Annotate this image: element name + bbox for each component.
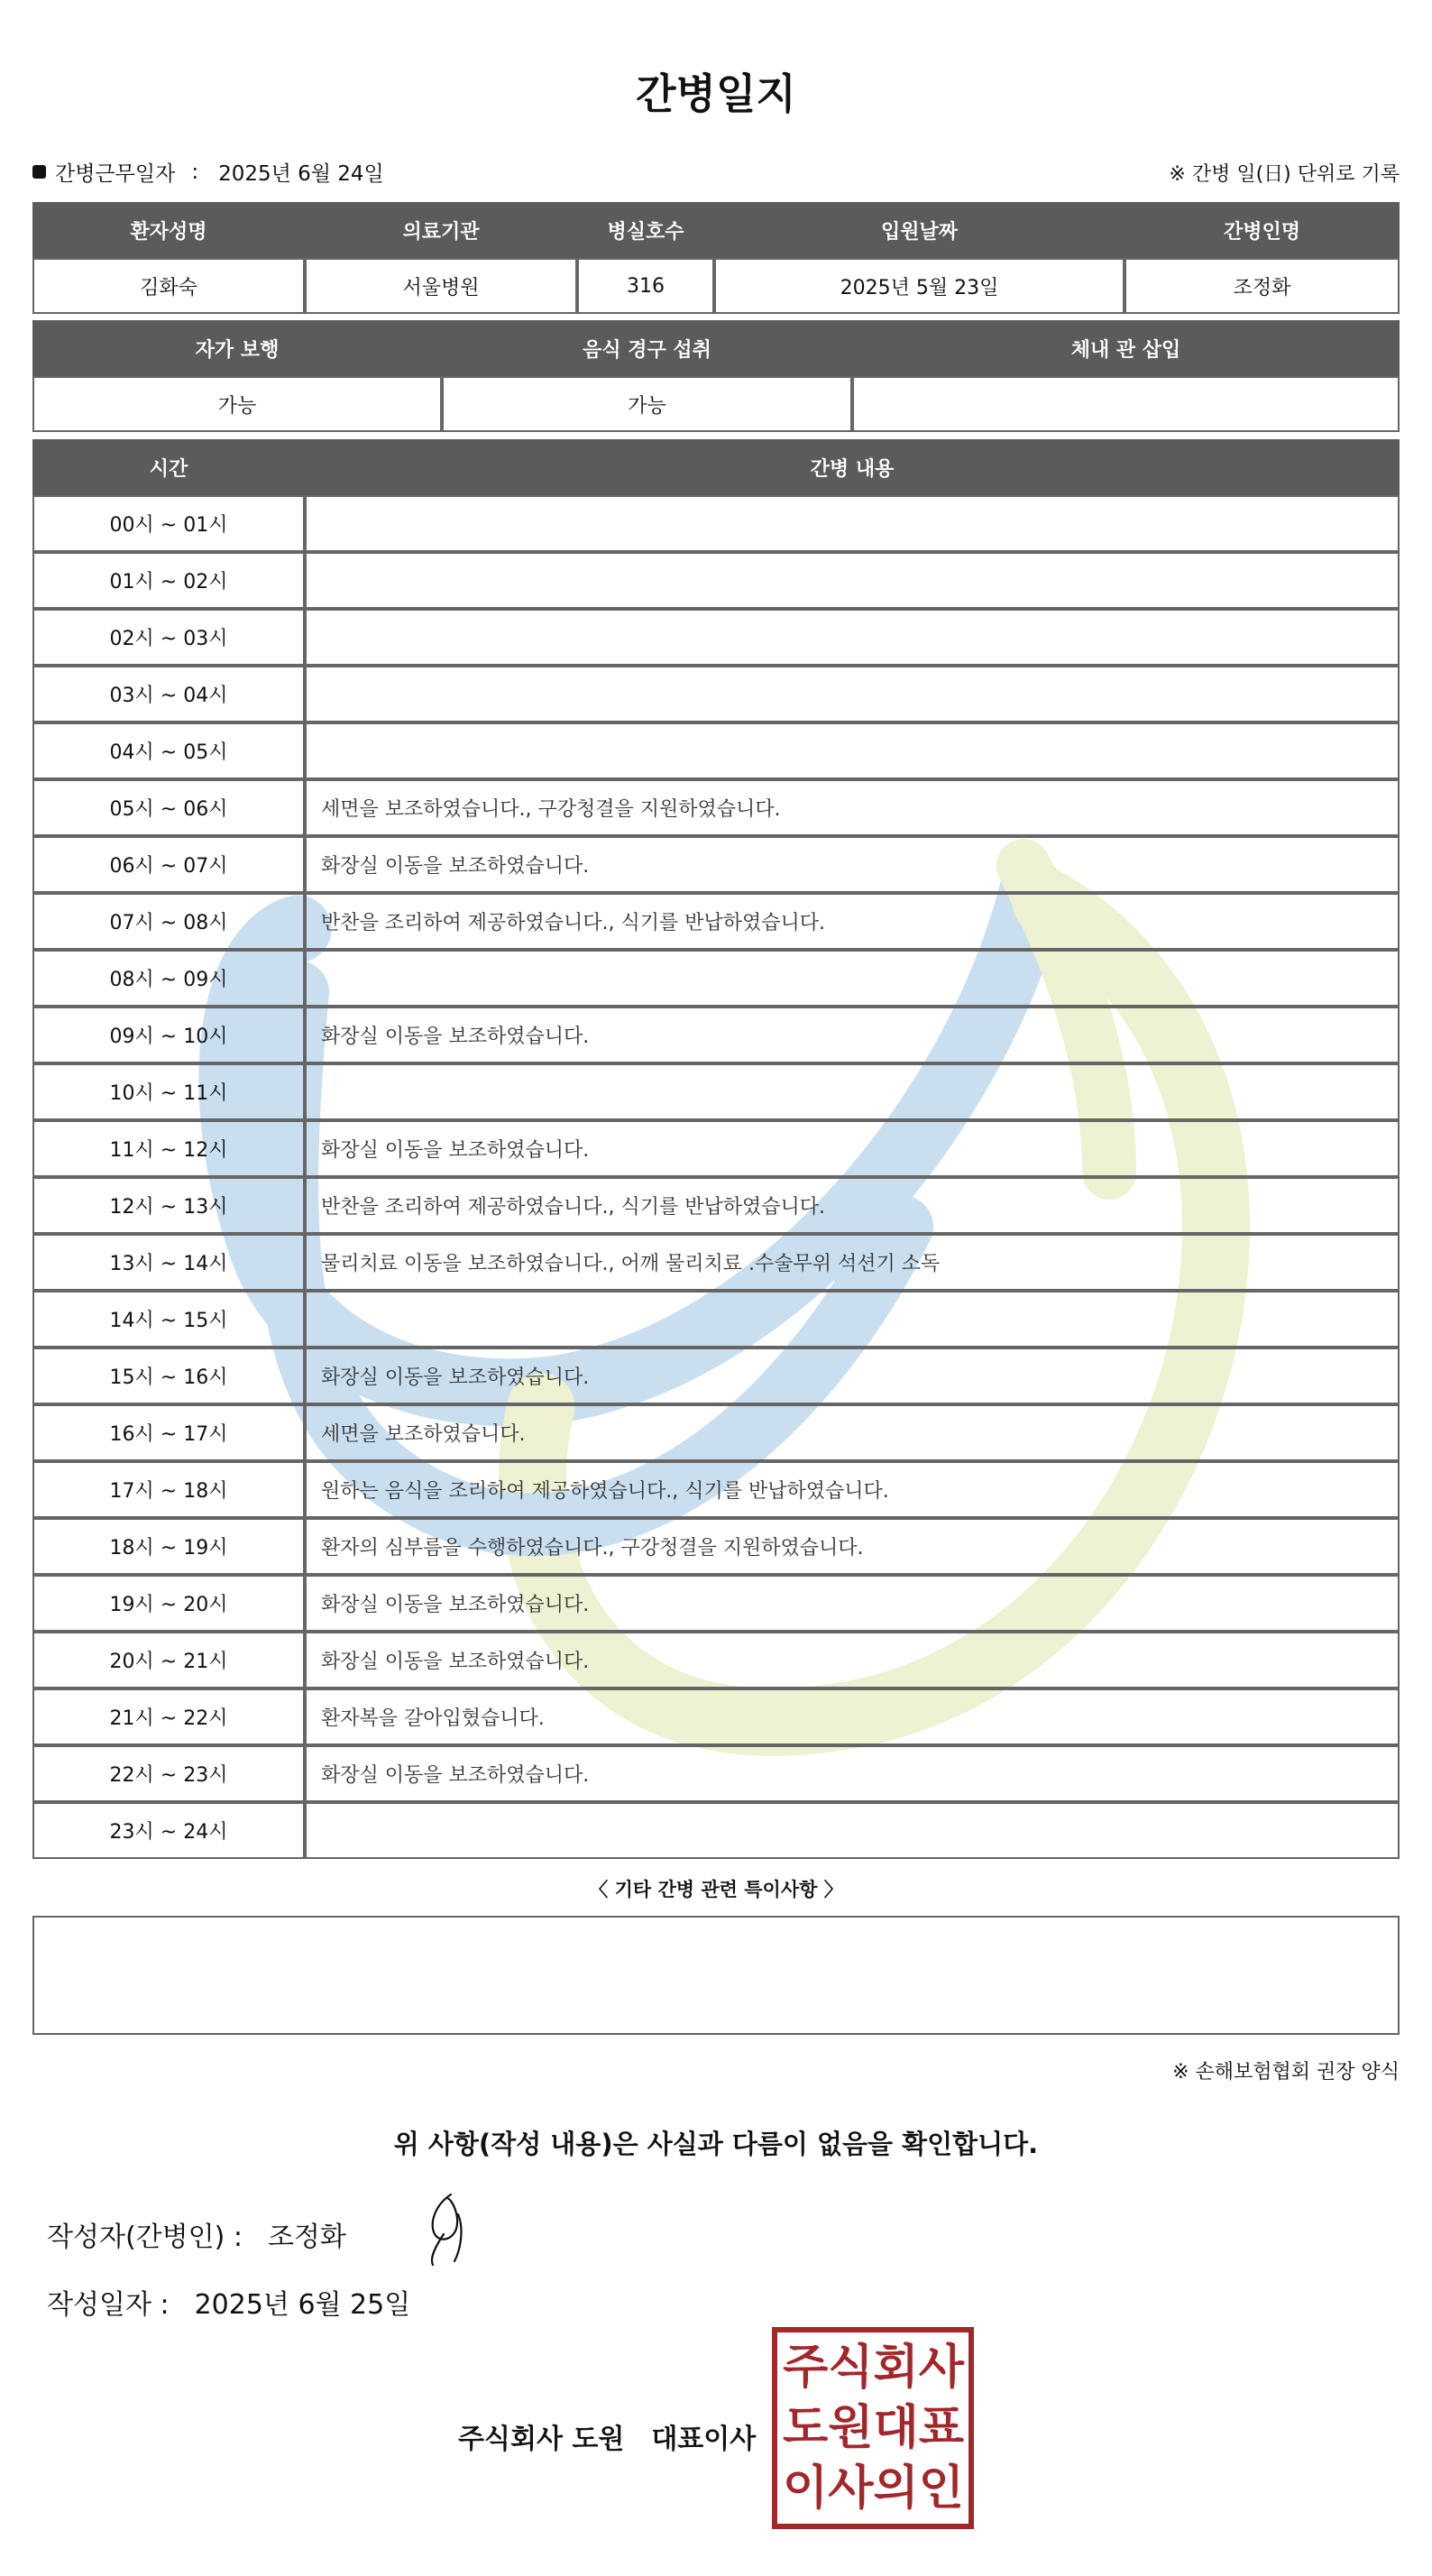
written-date-line [47, 2282, 410, 2322]
log-content-cell [305, 1802, 1400, 1859]
patient-name: 김화숙 [32, 258, 305, 314]
log-content-cell: 반찬을 조리하여 제공하였습니다., 식기를 반납하였습니다. [305, 893, 1400, 950]
log-content-cell [305, 666, 1400, 722]
work-date-value: 2025년 6월 24일 [218, 162, 384, 186]
log-time-cell: 08시 ~ 09시 [32, 950, 305, 1007]
log-content-cell: 환자복을 갈아입혔습니다. [305, 1688, 1400, 1745]
handwritten-signature [417, 2187, 476, 2268]
seal-char: 사 [918, 2341, 964, 2396]
log-content-cell [305, 950, 1400, 1007]
status-header-tube: 체내 관 삽입 [852, 320, 1400, 376]
patient-header-caregiver: 간병인명 [1124, 202, 1400, 258]
log-content-cell [305, 1291, 1400, 1348]
seal-char: 이 [783, 2461, 829, 2516]
work-date-label: 간병근무일자 [55, 162, 176, 186]
patient-info-table [32, 202, 1400, 314]
log-time-cell: 03시 ~ 04시 [32, 666, 305, 722]
status-header-oral-intake: 음식 경구 섭취 [442, 320, 852, 376]
log-time-cell: 05시 ~ 06시 [32, 779, 305, 836]
seal-char: 원 [828, 2400, 874, 2455]
log-content-cell: 세면을 보조하였습니다. [305, 1404, 1400, 1461]
log-time-cell: 04시 ~ 05시 [32, 722, 305, 779]
company-name: 주식회사 도원 [458, 2424, 625, 2455]
seal-char: 의 [873, 2461, 919, 2516]
caregiver-name: 조정화 [1124, 258, 1400, 314]
seal-char: 사 [828, 2461, 874, 2516]
log-content-cell: 화장실 이동을 보조하였습니다. [305, 1745, 1400, 1802]
log-content-cell: 물리치료 이동을 보조하였습니다., 어깨 물리치료 .수술무위 석션기 소독 [305, 1234, 1400, 1291]
seal-char: 도 [783, 2400, 829, 2455]
log-time-cell: 19시 ~ 20시 [32, 1575, 305, 1632]
seal-char: 표 [918, 2400, 964, 2455]
log-time-cell: 18시 ~ 19시 [32, 1518, 305, 1575]
log-time-cell: 02시 ~ 03시 [32, 609, 305, 666]
company-line [458, 2416, 756, 2456]
log-time-cell: 01시 ~ 02시 [32, 552, 305, 609]
seal-char: 식 [828, 2341, 874, 2396]
patient-header-room: 병실호수 [577, 202, 714, 258]
seal-char: 주 [783, 2341, 829, 2396]
special-notes-title: 〈 기타 간병 관련 특이사항 〉 [589, 1879, 843, 1900]
patient-header-admission: 입원날짜 [714, 202, 1124, 258]
log-content-cell: 화장실 이동을 보조하였습니다. [305, 1007, 1400, 1063]
care-log-table [32, 439, 1400, 1859]
confirmation-statement: 위 사항(작성 내용)은 사실과 다름이 없음을 확인합니다. [393, 2129, 1039, 2159]
log-time-cell: 00시 ~ 01시 [32, 495, 305, 552]
seal-char: 회 [873, 2341, 919, 2396]
writer-name: 조정화 [267, 2222, 346, 2253]
log-content-cell: 화장실 이동을 보조하였습니다. [305, 1348, 1400, 1404]
log-time-cell: 22시 ~ 23시 [32, 1745, 305, 1802]
log-content-cell: 원하는 음식을 조리하여 제공하였습니다., 식기를 반납하였습니다. [305, 1461, 1400, 1518]
seal-char: 대 [873, 2400, 919, 2455]
document-title: 간병일지 [636, 69, 796, 118]
admission-date: 2025년 5월 23일 [714, 258, 1124, 314]
log-time-cell: 12시 ~ 13시 [32, 1177, 305, 1234]
log-content-cell [305, 609, 1400, 666]
log-time-cell: 23시 ~ 24시 [32, 1802, 305, 1859]
room-number: 316 [577, 258, 714, 314]
patient-header-name: 환자성명 [32, 202, 305, 258]
log-time-cell: 11시 ~ 12시 [32, 1120, 305, 1177]
log-time-cell: 10시 ~ 11시 [32, 1063, 305, 1120]
log-content-cell: 화장실 이동을 보조하였습니다. [305, 1575, 1400, 1632]
log-content-cell: 화장실 이동을 보조하였습니다. [305, 1120, 1400, 1177]
log-header-content: 간병 내용 [305, 439, 1400, 495]
log-content-cell: 반찬을 조리하여 제공하였습니다., 식기를 반납하였습니다. [305, 1177, 1400, 1234]
log-time-cell: 15시 ~ 16시 [32, 1348, 305, 1404]
log-content-cell: 세면을 보조하였습니다., 구강청결을 지원하였습니다. [305, 779, 1400, 836]
bullet-square-icon [32, 165, 46, 179]
patient-header-hospital: 의료기관 [305, 202, 577, 258]
log-time-cell: 16시 ~ 17시 [32, 1404, 305, 1461]
log-time-cell: 17시 ~ 18시 [32, 1461, 305, 1518]
log-time-cell: 06시 ~ 07시 [32, 836, 305, 893]
log-time-cell: 14시 ~ 15시 [32, 1291, 305, 1348]
log-time-cell: 09시 ~ 10시 [32, 1007, 305, 1063]
log-content-cell [305, 552, 1400, 609]
ceo-title: 대표이사 [651, 2424, 757, 2455]
log-content-cell: 화장실 이동을 보조하였습니다. [305, 1632, 1400, 1688]
written-date-value: 2025년 6월 25일 [194, 2289, 411, 2321]
status-tube [852, 376, 1400, 432]
log-header-time: 시간 [32, 439, 305, 495]
hospital-name: 서울병원 [305, 258, 577, 314]
log-time-cell: 07시 ~ 08시 [32, 893, 305, 950]
company-seal-stamp [772, 2327, 974, 2529]
status-header-walking: 자가 보행 [32, 320, 442, 376]
status-oral-intake: 가능 [442, 376, 852, 432]
work-date-colon: : [191, 160, 199, 184]
form-source-note: ※ 손해보험협회 권장 양식 [1172, 2061, 1400, 2084]
daily-record-note: ※ 간병 일(日) 단위로 기록 [1169, 163, 1400, 186]
written-date-label: 작성일자 : [47, 2289, 170, 2321]
special-notes-box [32, 1916, 1400, 2035]
status-walking: 가능 [32, 376, 442, 432]
writer-line [47, 2214, 346, 2254]
patient-status-table [32, 320, 1400, 432]
log-content-cell [305, 495, 1400, 552]
log-time-cell: 21시 ~ 22시 [32, 1688, 305, 1745]
writer-label: 작성자(간병인) : [47, 2222, 243, 2253]
log-content-cell [305, 1063, 1400, 1120]
log-content-cell [305, 722, 1400, 779]
work-date-line [32, 157, 384, 187]
log-time-cell: 13시 ~ 14시 [32, 1234, 305, 1291]
log-content-cell: 환자의 심부름을 수행하였습니다., 구강청결을 지원하였습니다. [305, 1518, 1400, 1575]
log-content-cell: 화장실 이동을 보조하였습니다. [305, 836, 1400, 893]
log-time-cell: 20시 ~ 21시 [32, 1632, 305, 1688]
seal-char: 인 [918, 2461, 964, 2516]
